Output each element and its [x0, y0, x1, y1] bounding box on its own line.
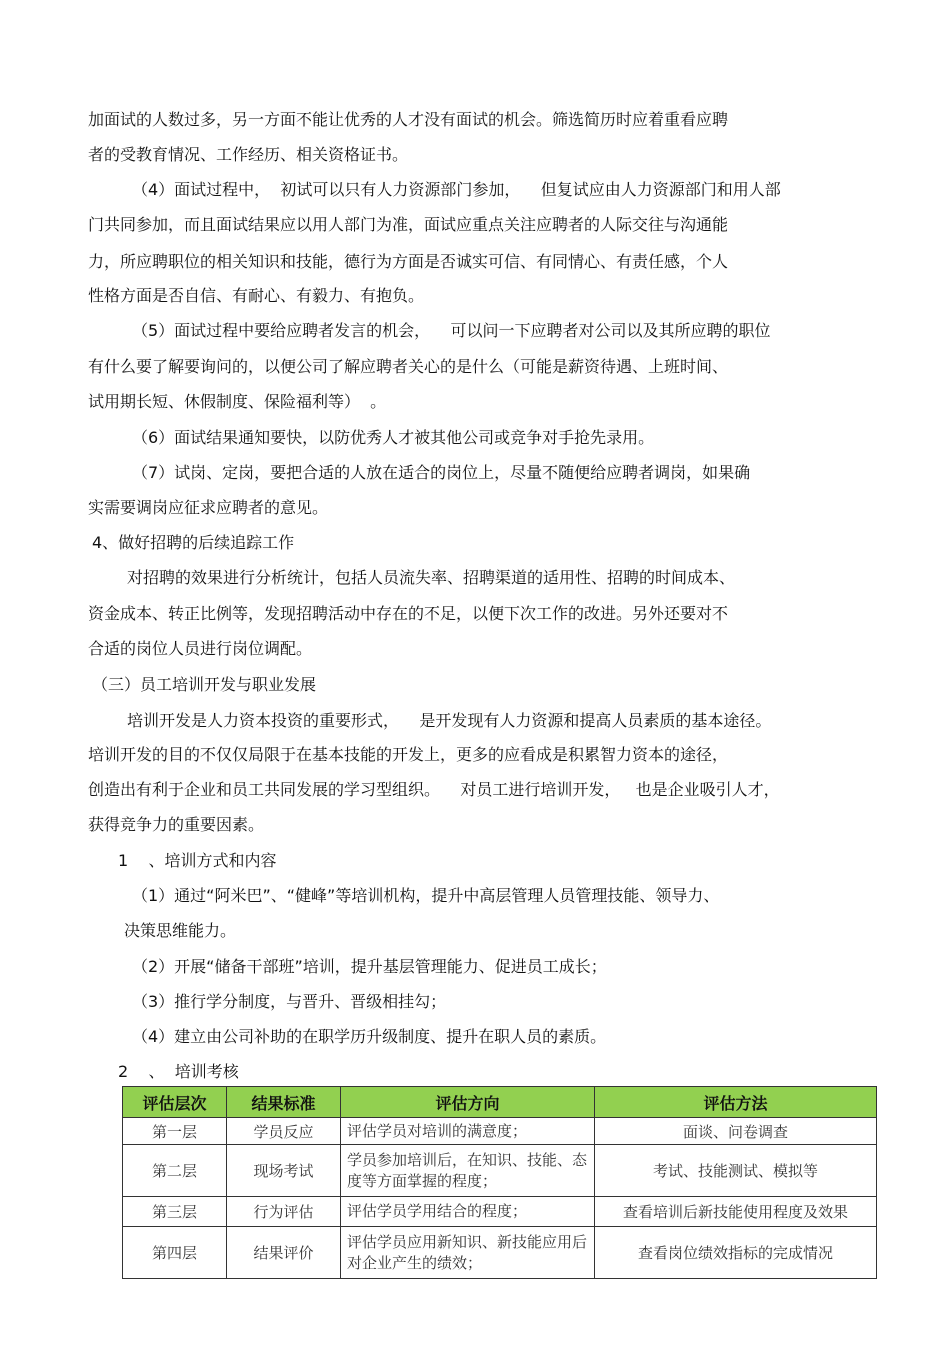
section-heading: 2 、 培训考核: [118, 1062, 239, 1081]
table-cell: 考试、技能测试、模拟等: [595, 1145, 877, 1197]
table-cell: 查看岗位绩效指标的完成情况: [595, 1227, 877, 1279]
paragraph-line: 合适的岗位人员进行岗位调配。: [88, 639, 313, 658]
table-cell: 第一层: [123, 1118, 227, 1145]
paragraph-line: 决策思维能力。: [124, 921, 237, 940]
table-cell: 结果评价: [227, 1227, 341, 1279]
paragraph-line: 力，所应聘职位的相关知识和技能，德行为方面是否诚实可信、有同情心、有责任感，个人: [88, 252, 729, 271]
paragraph-line: 对招聘的效果进行分析统计，包括人员流失率、招聘渠道的适用性、招聘的时间成本、: [127, 568, 736, 587]
table-cell: 现场考试: [227, 1145, 341, 1197]
paragraph-line: 加面试的人数过多，另一方面不能让优秀的人才没有面试的机会。筛选简历时应着重看应聘: [88, 110, 729, 129]
paragraph-line: 性格方面是否自信、有耐心、有毅力、有抱负。: [88, 286, 425, 305]
table-cell: 行为评估: [227, 1197, 341, 1227]
section-heading: （三）员工培训开发与职业发展: [92, 675, 317, 694]
table-row: [123, 1197, 877, 1227]
paragraph-line: （4）面试过程中， 初试可以只有人力资源部门参加， 但复试应由人力资源部门和用人部: [132, 180, 781, 199]
training-evaluation-table: [122, 1086, 877, 1279]
paragraph-line: 实需要调岗应征求应聘者的意见。: [88, 498, 329, 517]
paragraph-line: （3）推行学分制度，与晋升、晋级相挂勾；: [132, 992, 447, 1011]
paragraph-line: （6）面试结果通知要快，以防优秀人才被其他公司或竞争对手抢先录用。: [132, 428, 655, 447]
section-heading: 1 、培训方式和内容: [118, 851, 277, 870]
table-cell: 评估学员学用结合的程度；: [341, 1197, 595, 1227]
table-cell: 学员参加培训后，在知识、技能、态度等方面掌握的程度；: [341, 1145, 595, 1197]
paragraph-line: 创造出有利于企业和员工共同发展的学习型组织。 对员工进行培训开发， 也是企业吸引人才，: [88, 780, 780, 799]
table-header-row: [123, 1087, 877, 1118]
paragraph-line: （7）试岗、定岗，要把合适的人放在适合的岗位上，尽量不随便给应聘者调岗，如果确: [132, 463, 751, 482]
paragraph-line: 有什么要了解要询问的，以便公司了解应聘者关心的是什么（可能是薪资待遇、上班时间、: [88, 357, 729, 376]
paragraph-line: 者的受教育情况、工作经历、相关资格证书。: [88, 145, 409, 164]
table-cell: 查看培训后新技能使用程度及效果: [595, 1197, 877, 1227]
table-cell: 学员反应: [227, 1118, 341, 1145]
header-cell: 评估方向: [341, 1087, 595, 1118]
paragraph-line: 培训开发是人力资本投资的重要形式， 是开发现有人力资源和提高人员素质的基本途径。: [127, 711, 772, 730]
paragraph-line: （4）建立由公司补助的在职学历升级制度、提升在职人员的素质。: [132, 1027, 607, 1046]
table-row: [123, 1145, 877, 1197]
paragraph-line: 培训开发的目的不仅仅局限于在基本技能的开发上，更多的应看成是积累智力资本的途径，: [88, 745, 729, 764]
table-cell: 第四层: [123, 1227, 227, 1279]
paragraph-line: 试用期长短、休假制度、保险福利等） 。: [88, 392, 387, 411]
paragraph-line: 门共同参加，而且面试结果应以用人部门为准，面试应重点关注应聘者的人际交往与沟通能: [88, 215, 729, 234]
section-heading: 4、做好招聘的后续追踪工作: [92, 533, 295, 552]
paragraph-line: （5）面试过程中要给应聘者发言的机会， 可以问一下应聘者对公司以及其所应聘的职位: [132, 321, 771, 340]
table-cell: 面谈、问卷调查: [595, 1118, 877, 1145]
table-cell: 第三层: [123, 1197, 227, 1227]
paragraph-line: （1）通过“阿米巴”、“健峰”等培训机构，提升中高层管理人员管理技能、领导力、: [132, 886, 720, 905]
table-row: [123, 1227, 877, 1279]
paragraph-line: 获得竞争力的重要因素。: [88, 815, 265, 834]
table-row: [123, 1118, 877, 1145]
table-cell: 评估学员对培训的满意度；: [341, 1118, 595, 1145]
header-cell: 结果标准: [227, 1087, 341, 1118]
table-cell: 第二层: [123, 1145, 227, 1197]
header-cell: 评估方法: [595, 1087, 877, 1118]
paragraph-line: （2）开展“储备干部班”培训，提升基层管理能力、促进员工成长；: [132, 957, 607, 976]
table-cell: 评估学员应用新知识、新技能应用后对企业产生的绩效；: [341, 1227, 595, 1279]
header-cell: 评估层次: [123, 1087, 227, 1118]
paragraph-line: 资金成本、转正比例等，发现招聘活动中存在的不足，以便下次工作的改进。另外还要对不: [88, 604, 729, 623]
